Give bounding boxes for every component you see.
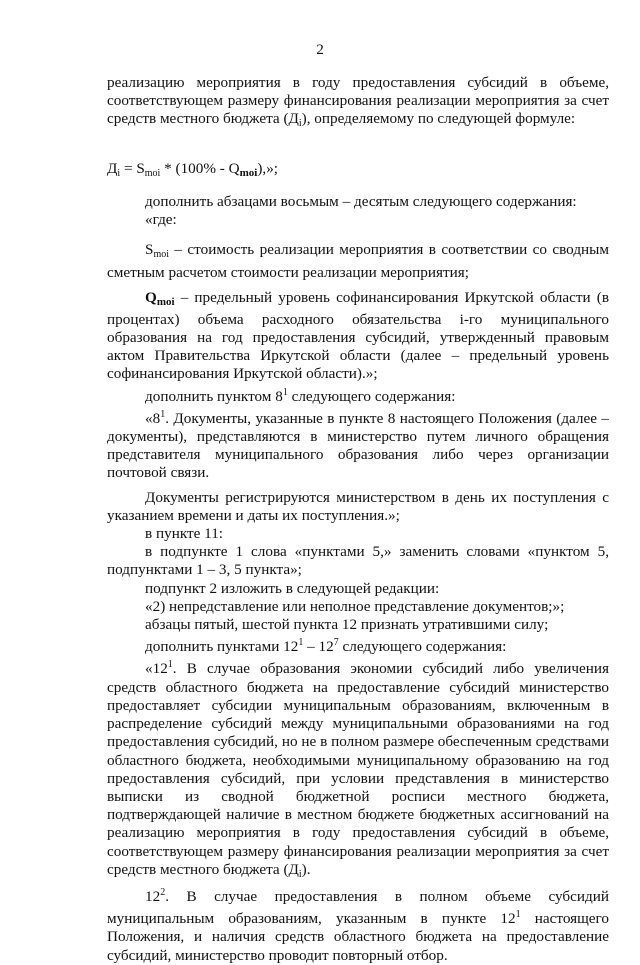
document-body bbox=[107, 74, 609, 965]
page-number: 2 bbox=[316, 41, 324, 58]
paragraph-14: дополнить пунктами $12^1 - 12^7$ следующего содержания: bbox=[145, 637, 507, 656]
paragraph-15: «$12^1$. В случае образования экономии субсидий либо увеличения средств областного бюджета на предоставление субсидий министерство предоставляет субсидии муниципальным образованиям, включенным в распределение субсидий между муниципальными образованиями на год предоставления субсидий, но не в полном размере обеспеченным средствами областного бюджета, необходимыми муниципальному образованию на год предоставления субсидий, при условии представления в министерство выписки из сводной бюджетной росписи местного бюджета, подтверждающей наличие в местном бюджете бюджетных ассигнований на реализацию мероприятия в году предоставления субсидий в объеме, соответствующем размеру финансирования реализации мероприятия за счет средств местного бюджета $(Д_i)$. bbox=[107, 659, 609, 880]
formula: $Д_i = S_{moi} * (100\%$ - Qmoi),»; bbox=[107, 159, 279, 179]
paragraph-1: реализацию мероприятия в году предоставления субсидий в объеме, соответствующем размеру финансирования реализации мероприятия за счет средств местного бюджета $(Д_i)$, определяемому по следующей формуле: bbox=[107, 74, 609, 130]
paragraph-8: Документы регистрируются министерством в день их поступления с указанием времени и даты их поступления.»; bbox=[107, 488, 609, 524]
paragraph-5: Qmoi – предельный уровень софинансирования Иркутской области (в процентах) объема расходного обязательства i-го муниципального образования на год предоставления субсидий, утвержденный правовым актом Правительства Иркутской области (далее – предельный уровень софинансирования Иркутской области).»; bbox=[107, 288, 609, 383]
paragraph-9: в пункте 11: bbox=[145, 525, 224, 543]
paragraph-2: дополнить абзацами восьмым – десятым следующего содержания: bbox=[145, 192, 577, 210]
paragraph-13: абзацы пятый, шестой пункта 12 признать утратившими силу; bbox=[145, 616, 549, 634]
paragraph-11: подпункт 2 изложить в следующей редакции: bbox=[145, 579, 440, 597]
paragraph-7: «$8^1$. Документы, указанные в пункте 8 настоящего Положения (далее – документы), представляются в министерство путем личного обращения представителя муниципального образования либо через организации почтовой связи. bbox=[107, 408, 609, 482]
paragraph-6: дополнить пунктом $8^1$ следующего содержания: bbox=[145, 386, 456, 405]
paragraph-16: $12^2$. В случае предоставления в полном объеме субсидий муниципальным образованиям, указанным в пункте $12^1$ настоящего Положения, и наличия средств областного бюджета на предоставление субсидий, министерство проводит повторный отбор. bbox=[107, 886, 609, 964]
paragraph-4: $S_{moi}$ – стоимость реализации мероприятия в соответствии со сводным сметным расчетом стоимости реализации мероприятия; bbox=[107, 241, 609, 282]
paragraph-12: «2) непредставление или неполное представление документов;»; bbox=[145, 597, 565, 615]
paragraph-3: «где: bbox=[145, 211, 177, 229]
paragraph-10: в подпункте 1 слова «пунктами 5,» заменить словами «пунктом 5, подпунктами 1 – 3, 5 пункта»; bbox=[107, 543, 609, 579]
